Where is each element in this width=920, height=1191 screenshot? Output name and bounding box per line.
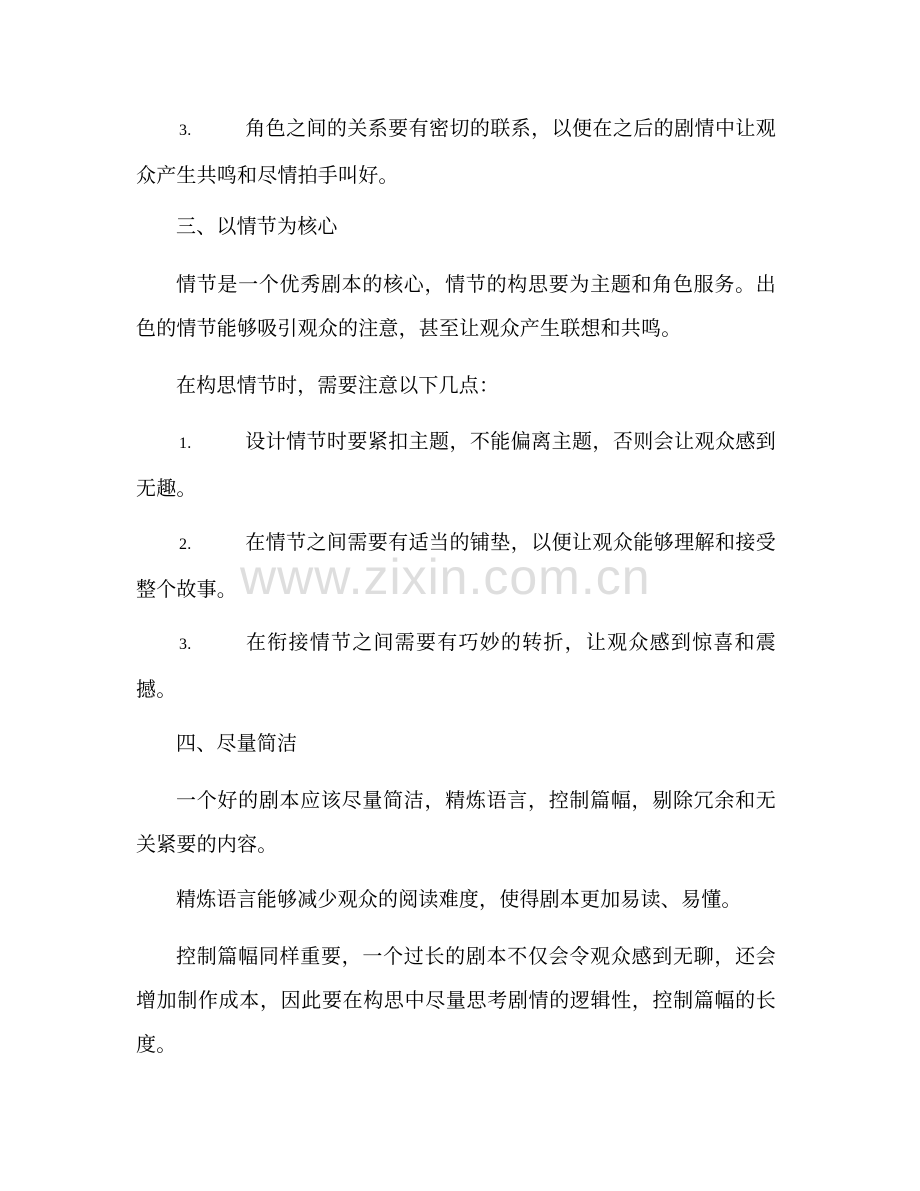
list-item-character-relations xyxy=(136,106,776,197)
list-item-plot-twist xyxy=(136,620,776,711)
paragraph-length-control: 控制篇幅同样重要，一个过长的剧本不仅会令观众感到无聊，还会增加制作成本，因此要在构思中尽量思考剧情的逻辑性，控制篇幅的长度。 xyxy=(136,944,776,1056)
list-item-text: 角色之间的关系要有密切的联系，以便在之后的剧情中让观众产生共鸣和尽情拍手叫好。 xyxy=(136,116,776,187)
list-item-text: 设计情节时要紧扣主题，不能偏离主题，否则会让观众感到无趣。 xyxy=(136,429,776,500)
paragraph-refined-language: 精炼语言能够减少观众的阅读难度，使得剧本更加易读、易懂。 xyxy=(176,887,742,911)
list-number: 3. xyxy=(179,636,192,653)
list-number: 3. xyxy=(179,122,192,139)
list-number: 1. xyxy=(179,435,192,452)
list-item-text: 在情节之间需要有适当的铺垫，以便让观众能够理解和接受整个故事。 xyxy=(136,530,776,601)
paragraph-plot-core: 情节是一个优秀剧本的核心，情节的构思要为主题和角色服务。出色的情节能够吸引观众的注意，甚至让观众产生联想和共鸣。 xyxy=(136,272,776,340)
list-item-plot-setup xyxy=(136,520,776,611)
list-number: 2. xyxy=(179,536,192,553)
section-heading-3: 三、以情节为核心 xyxy=(176,214,338,238)
paragraph-plot-notes-intro: 在构思情节时，需要注意以下几点： xyxy=(176,373,500,397)
section-heading-4: 四、尽量简洁 xyxy=(176,731,298,755)
watermark-text: www.zixin.com.cn xyxy=(240,549,651,605)
list-item-plot-theme xyxy=(136,419,776,510)
paragraph-concise: 一个好的剧本应该尽量简洁，精炼语言，控制篇幅，剔除冗余和无关紧要的内容。 xyxy=(136,788,776,856)
list-item-text: 在衔接情节之间需要有巧妙的转折，让观众感到惊喜和震撼。 xyxy=(136,630,776,701)
